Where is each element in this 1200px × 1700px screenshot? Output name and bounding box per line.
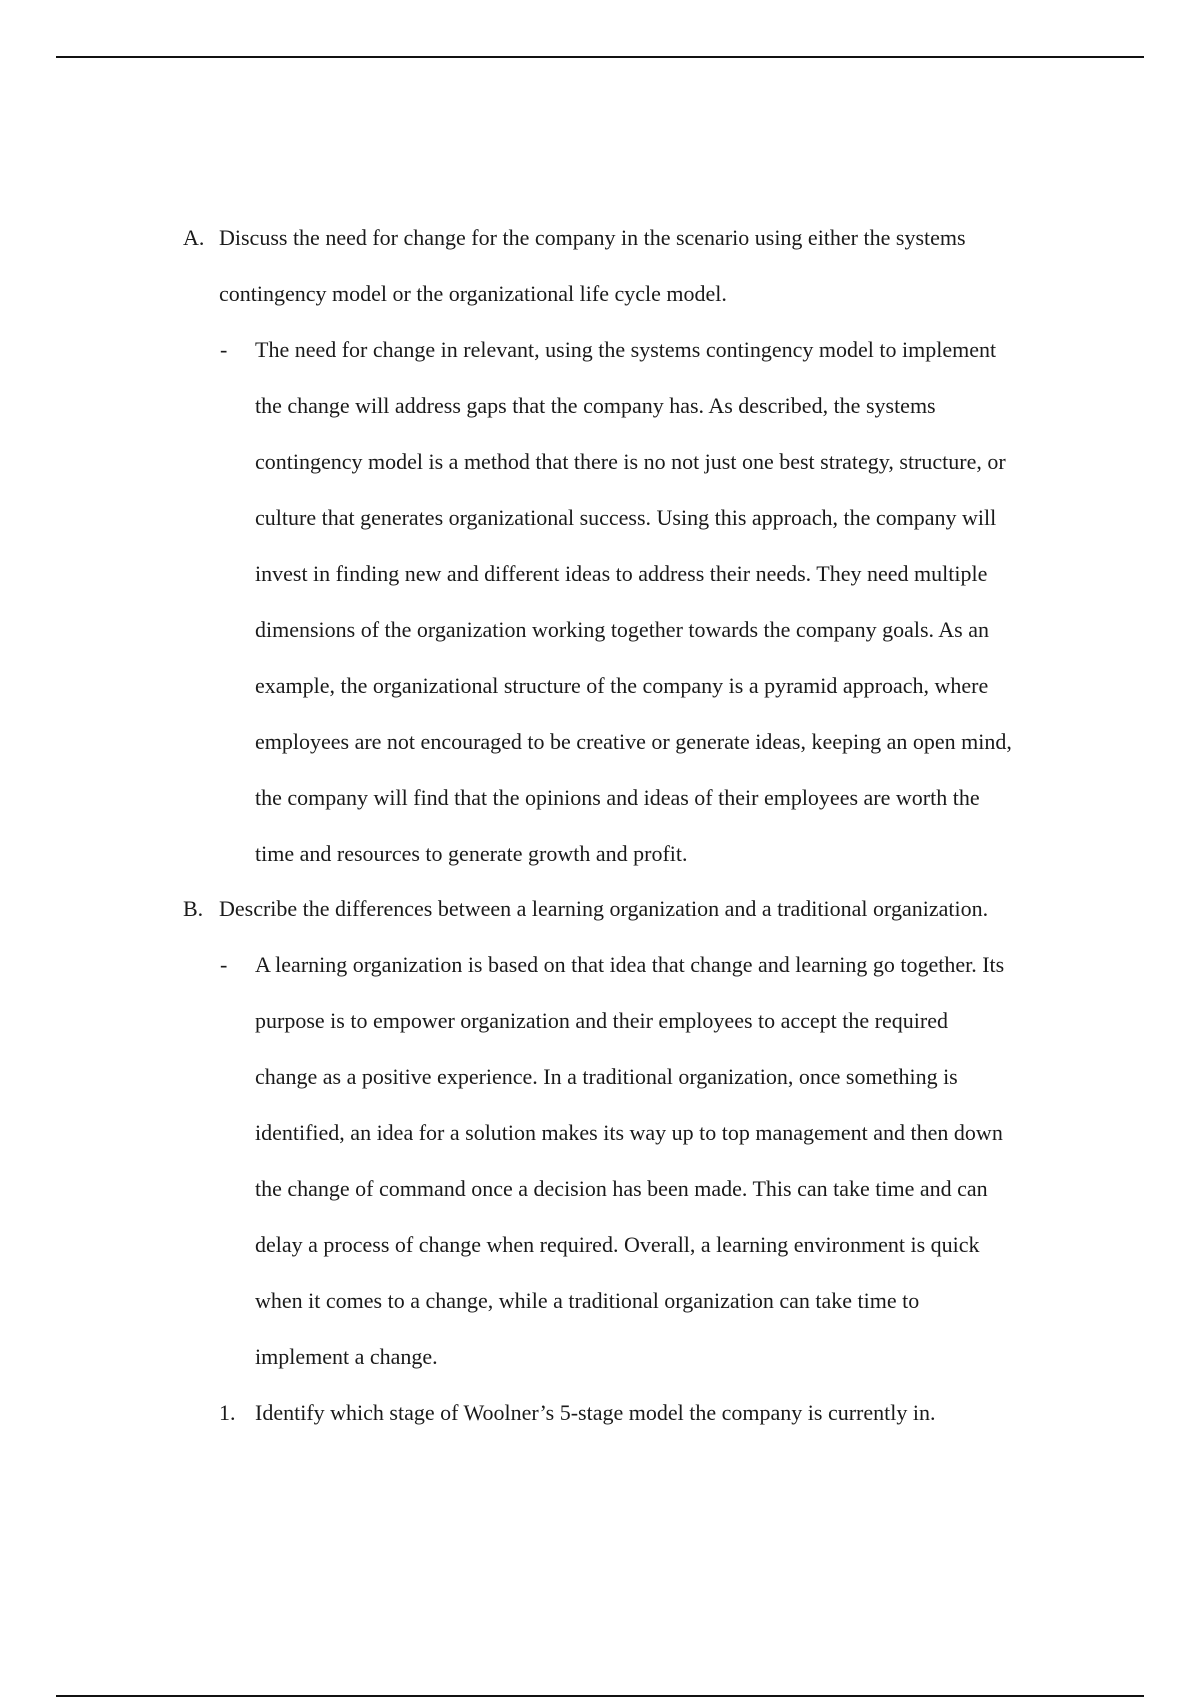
header-rule [56, 56, 1144, 58]
section-a-question-line-2: contingency model or the organizational life cycle model. [219, 281, 727, 306]
section-b-answer-line-7: when it comes to a change, while a traditional organization can take time to [255, 1288, 920, 1313]
section-b-answer-line-2: purpose is to empower organization and their employees to accept the required [255, 1008, 948, 1033]
section-b-answer-line-3: change as a positive experience. In a traditional organization, once something is [255, 1064, 958, 1089]
section-a-question-line-1: Discuss the need for change for the company in the scenario using either the systems [219, 225, 966, 250]
section-a-answer-line-3: contingency model is a method that there is no not just one best strategy, structure, or [255, 449, 1006, 474]
section-a-answer-line-5: invest in finding new and different ideas to address their needs. They need multiple [255, 561, 988, 586]
section-b-answer-line-1: A learning organization is based on that idea that change and learning go together. Its [255, 952, 1005, 977]
section-b-answer-line-6: delay a process of change when required. Overall, a learning environment is quick [255, 1232, 980, 1257]
section-b-bullet: - [220, 952, 228, 977]
section-a-bullet: - [220, 337, 228, 362]
section-b-question-line-1: Describe the differences between a learning organization and a traditional organization. [219, 896, 989, 921]
section-a-answer-line-7: example, the organizational structure of the company is a pyramid approach, where [255, 673, 989, 698]
section-a-marker: A. [183, 225, 205, 250]
section-a-answer-line-1: The need for change in relevant, using the systems contingency model to implement [255, 337, 997, 362]
section-b-answer-line-4: identified, an idea for a solution makes its way up to top management and then down [255, 1120, 1003, 1145]
item-1-marker: 1. [219, 1400, 236, 1425]
section-a-answer-line-4: culture that generates organizational success. Using this approach, the company will [255, 505, 997, 530]
section-b-answer-line-8: implement a change. [255, 1344, 438, 1369]
section-a-answer-line-2: the change will address gaps that the company has. As described, the systems [255, 393, 936, 418]
footer-rule [56, 1695, 1144, 1697]
item-1-text: Identify which stage of Woolner’s 5-stage model the company is currently in. [255, 1400, 936, 1425]
section-b-marker: B. [183, 896, 204, 921]
section-a-answer-line-10: time and resources to generate growth and profit. [255, 841, 688, 866]
section-a-answer-line-6: dimensions of the organization working together towards the company goals. As an [255, 617, 990, 642]
section-b-answer-line-5: the change of command once a decision has been made. This can take time and can [255, 1176, 988, 1201]
section-a-answer-line-9: the company will find that the opinions and ideas of their employees are worth the [255, 785, 980, 810]
section-a-answer-line-8: employees are not encouraged to be creative or generate ideas, keeping an open mind, [255, 729, 1012, 754]
